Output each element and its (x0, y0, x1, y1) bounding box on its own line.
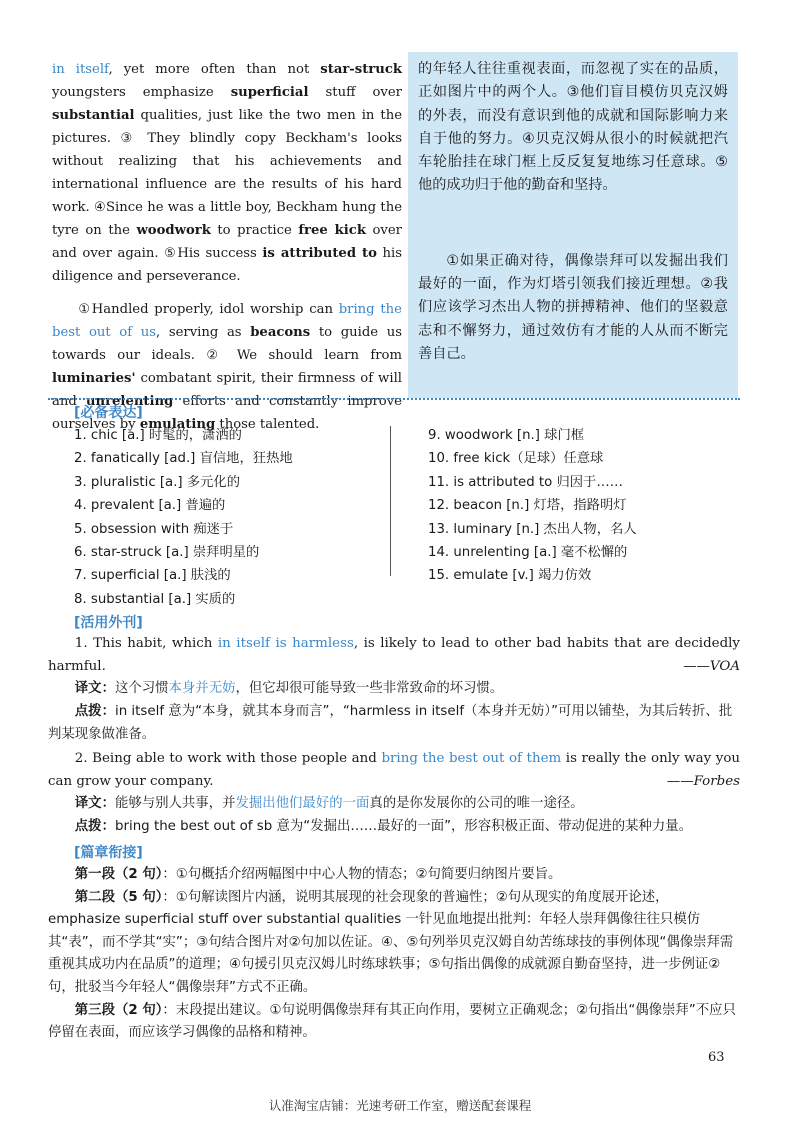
vocab-item: 4. prevalent [a.] 普遍的 (74, 498, 226, 514)
usage-section-title: [活用外刊] (74, 615, 143, 631)
english-paragraph-1: in itself, yet more often than not star-struck youngsters emphasize superficial stuff over substantial qualities, just like the two men in the pictures. ③ They blindly copy Beckham's looks without realizing that his achievements and international influence are the results of his hard work. ④Since he was a little boy, Beckham hung the tyre on the woodwork to practice free kick over and over again. ⑤His success is attributed to his diligence and perseverance. (52, 62, 403, 284)
vocab-item: 9. woodwork [n.] 球门框 (428, 428, 585, 443)
vocab-item: 1. chic [a.] 时髦的，潇洒的 (74, 428, 242, 443)
vocab-item: 7. superficial [a.] 肤浅的 (74, 568, 231, 584)
paragraph-links (48, 864, 740, 1045)
link-section-title: [篇章衔接] (74, 845, 143, 861)
link-paragraph-2: 第二段（5 句）：①句解读图片内涵，说明其展现的社会现象的普遍性；②句从现实的角度展开论述，emphasize superficial stuff over substantial qualities 一针见血地提出批判：年轻人崇拜偶像往往只模仿其“表”，而不学其“实”；③句结合图片对②句加以佐证。④、⑤句列举贝克汉姆自幼苦练球技的事例体现“偶像崇拜需重视其成功内在品质”的道理；④句援引贝克汉姆儿时练球轶事；⑤句指出偶像的成就源自勤奋坚持，进一步例证②句，批驳当今年轻人“偶像崇拜”方式不正确。 (48, 889, 734, 995)
vocab-item: 8. substantial [a.] 实质的 (74, 591, 236, 607)
example-sentence: 2. Being able to work with those people and bring the best out of them is really the only way you can grow your company. (48, 751, 741, 789)
vocab-item: 2. fanatically [ad.] 盲信地，狂热地 (74, 451, 293, 467)
chinese-translation-box (408, 52, 738, 398)
vocab-item: 12. beacon [n.] 灯塔，指路明灯 (428, 498, 627, 514)
link-paragraph-3: 第三段（2 句）：末段提出建议。①句说明偶像崇拜有其正向作用，要树立正确观念；②句指出“偶像崇拜”不应只停留在表面，而应该学习偶像的品格和精神。 (48, 1002, 736, 1041)
chinese-paragraph-1: 的年轻人往往重视表面，而忽视了实在的品质，正如图片中的两个人。③他们盲目模仿贝克汉姆的外表，而没有意识到他的成就和国际影响力来自于他的努力。④贝克汉姆从很小的时候就把汽车轮胎挂在球门框上反反复复地练习任意球。⑤他的成功归于他的勤奋和坚持。 (418, 61, 728, 194)
vocab-column-right (428, 424, 740, 588)
tip: 点拨：bring the best out of sb 意为“发掘出……最好的一面”，形容积极正面、带动促进的某种力量。 (74, 819, 693, 835)
tip: 点拨：in itself 意为“本身，就其本身而言”，“harmless in itself（本身并无妨）”可用以铺垫，为其后转折、批判某现象做准备。 (48, 704, 733, 742)
source-label: ——VOA (683, 658, 740, 674)
vocab-column-divider (390, 426, 391, 576)
dotted-divider (48, 398, 740, 400)
chinese-paragraph-2: ①如果正确对待，偶像崇拜可以发掘出我们最好的一面，作为灯塔引领我们接近理想。②我们应该学习杰出人物的拼搏精神、他们的坚毅意志和不懈努力，通过效仿有才能的人从而不断完善自己。 (418, 252, 728, 362)
translation: 译文：能够与别人共事，并发掘出他们最好的一面真的是你发展你的公司的唯一途径。 (74, 796, 584, 812)
link-paragraph-1: 第一段（2 句）：①句概括介绍两幅图中中心人物的情态；②句简要归纳图片要旨。 (74, 867, 562, 882)
vocab-item: 10. free kick（足球）任意球 (428, 451, 604, 467)
vocab-item: 6. star-struck [a.] 崇拜明星的 (74, 544, 260, 560)
example-sentence: 1. This habit, which in itself is harmless, is likely to lead to other bad habits that are decidedly harmful. (48, 636, 740, 674)
vocab-item: 15. emulate [v.] 竭力仿效 (428, 568, 592, 584)
vocab-column-left (74, 424, 374, 611)
vocab-section-title: [必备表达] (74, 405, 143, 421)
usage-example-2 (48, 748, 740, 839)
vocab-item: 5. obsession with 痴迷于 (74, 521, 234, 537)
source-label: ——Forbes (666, 773, 740, 789)
english-paragraph-2: ①Handled properly, idol worship can bring the best out of us, serving as beacons to guide us towards our ideals. ② We should learn from luminaries' combatant spirit, their firmness of will and unrelenting efforts and constantly improve ourselves by emulating those talented. (52, 302, 402, 432)
translation: 译文：这个习惯本身并无妨，但它却很可能导致一些非常致命的坏习惯。 (74, 681, 504, 697)
vocab-item: 3. pluralistic [a.] 多元化的 (74, 474, 241, 490)
vocab-item: 13. luminary [n.] 杰出人物，名人 (428, 521, 637, 537)
english-column (52, 58, 402, 436)
vocab-item: 11. is attributed to 归因于…… (428, 474, 623, 490)
usage-example-1 (48, 633, 740, 747)
vocab-list (74, 424, 740, 607)
vocab-item: 14. unrelenting [a.] 毫不松懈的 (428, 544, 628, 560)
footer-note: 认准淘宝店铺：光速考研工作室，赠送配套课程 (268, 1098, 532, 1113)
page-number: 63 (708, 1050, 725, 1065)
